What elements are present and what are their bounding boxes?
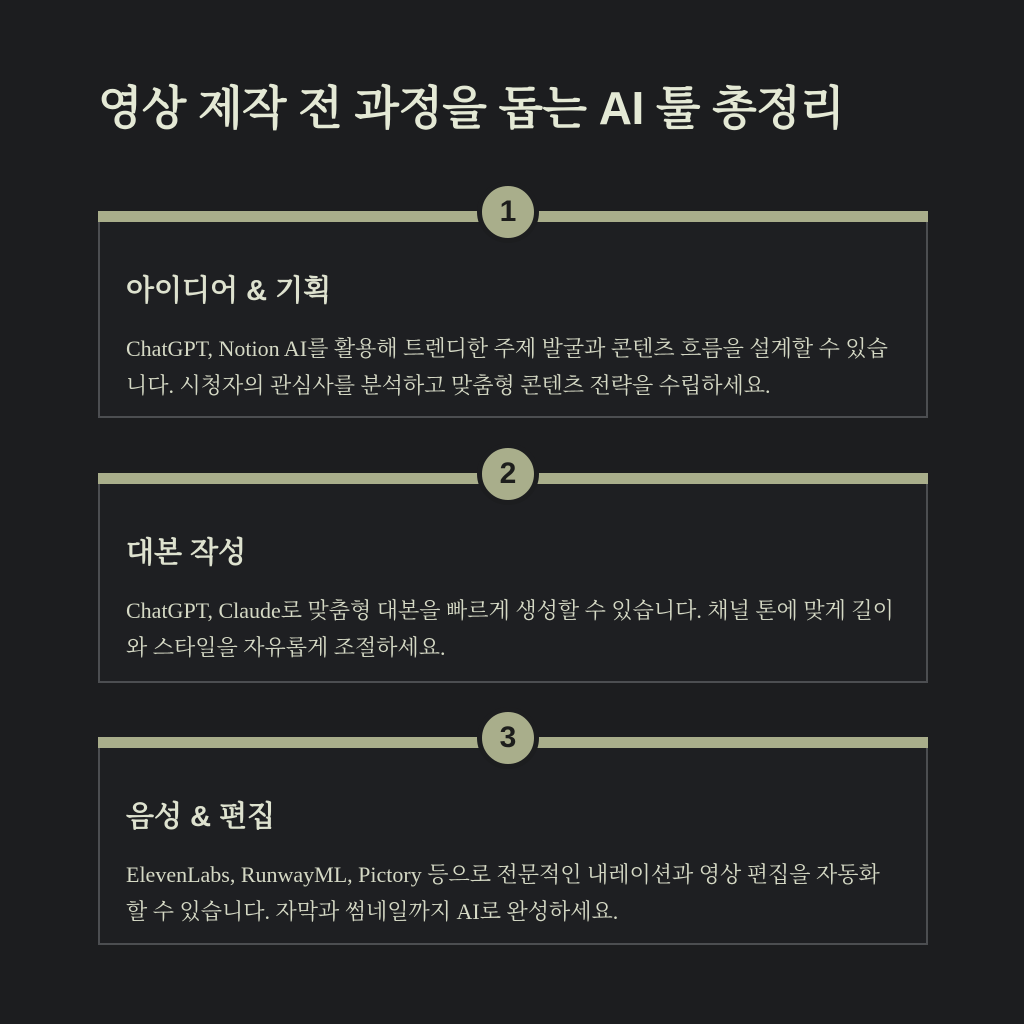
- step-description: ElevenLabs, RunwayML, Pictory 등으로 전문적인 내레이션과 영상 편집을 자동화할 수 있습니다. 자막과 썸네일까지 AI로 완성하세요.: [126, 862, 880, 924]
- step-number-badge: [477, 443, 539, 505]
- step-description: ChatGPT, Claude로 맞춤형 대본을 빠르게 생성할 수 있습니다. 채널 톤에 맞게 길이와 스타일을 자유롭게 조절하세요.: [126, 598, 894, 660]
- step-card-ideation: [98, 195, 928, 418]
- step-heading: 대본 작성: [126, 537, 247, 569]
- page-title: 영상 제작 전 과정을 돕는 AI 툴 총정리: [98, 82, 845, 134]
- step-heading: 음성 & 편집: [126, 801, 276, 833]
- step-card-script: [98, 457, 928, 683]
- step-number-badge: [477, 707, 539, 769]
- step-card-voice-editing: [98, 721, 928, 945]
- step-heading: 아이디어 & 기획: [126, 275, 332, 307]
- step-number: 3: [499, 721, 517, 754]
- step-number: 1: [499, 195, 517, 228]
- step-description: ChatGPT, Notion AI를 활용해 트렌디한 주제 발굴과 콘텐츠 흐름을 설계할 수 있습니다. 시청자의 관심사를 분석하고 맞춤형 콘텐츠 전략을 수립하세요.: [126, 336, 888, 398]
- step-number: 2: [499, 457, 517, 490]
- step-number-badge: [477, 181, 539, 243]
